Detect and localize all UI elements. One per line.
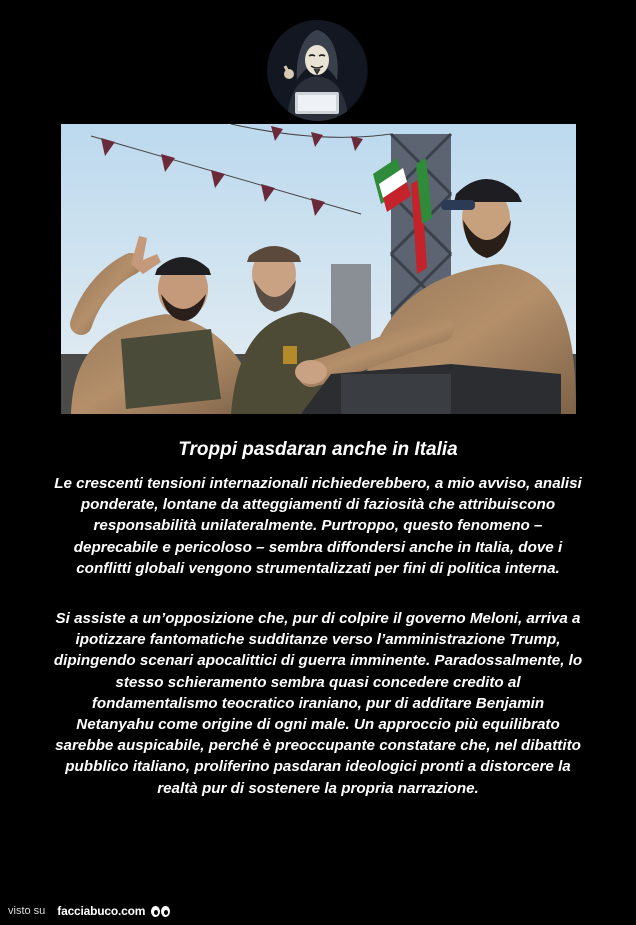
post-title: Troppi pasdaran anche in Italia [178,439,458,460]
news-photo [61,124,576,414]
footer-brand-link[interactable]: facciabuco.com [57,904,146,918]
eyes-icon [151,906,170,917]
post-paragraph-2: Si assiste a un’opposizione che, pur di colpire il governo Meloni, arriva a ipotizzare fantomatiche sudditanze verso l’amministrazione Trump, dipingendo scenari apocalittici di guerra imminente. Paradossalmente, lo stesso schieramento sembra quasi concedere credito al fondamentalismo teocratico iraniano, pur di additare Benjamin Netanyahu come origine di ogni male. Un approccio più equilibrato sarebbe auspicabile, perché è preoccupante constatare che, nel dibattito pubblico italiano, proliferino pasdaran ideologici pronti a distorcere la realtà pur di sostenere la propria narrazione. [53,610,583,797]
footer-watermark [8,901,170,921]
hacker-avatar-icon [267,20,368,121]
post-paragraph-1: Le crescenti tensioni internazionali richiederebbero, a mio avviso, analisi ponderate, lontane da atteggiamenti di faziosità che attribuiscono responsabilità unilateralmente. Purtroppo, questo fenomeno – deprecabile e pericoloso – sembra diffondersi anche in Italia, dove i conflitti globali vengono strumentalizzati per fini di politica interna. [54,475,582,577]
footer-prefix: visto su [8,905,46,917]
